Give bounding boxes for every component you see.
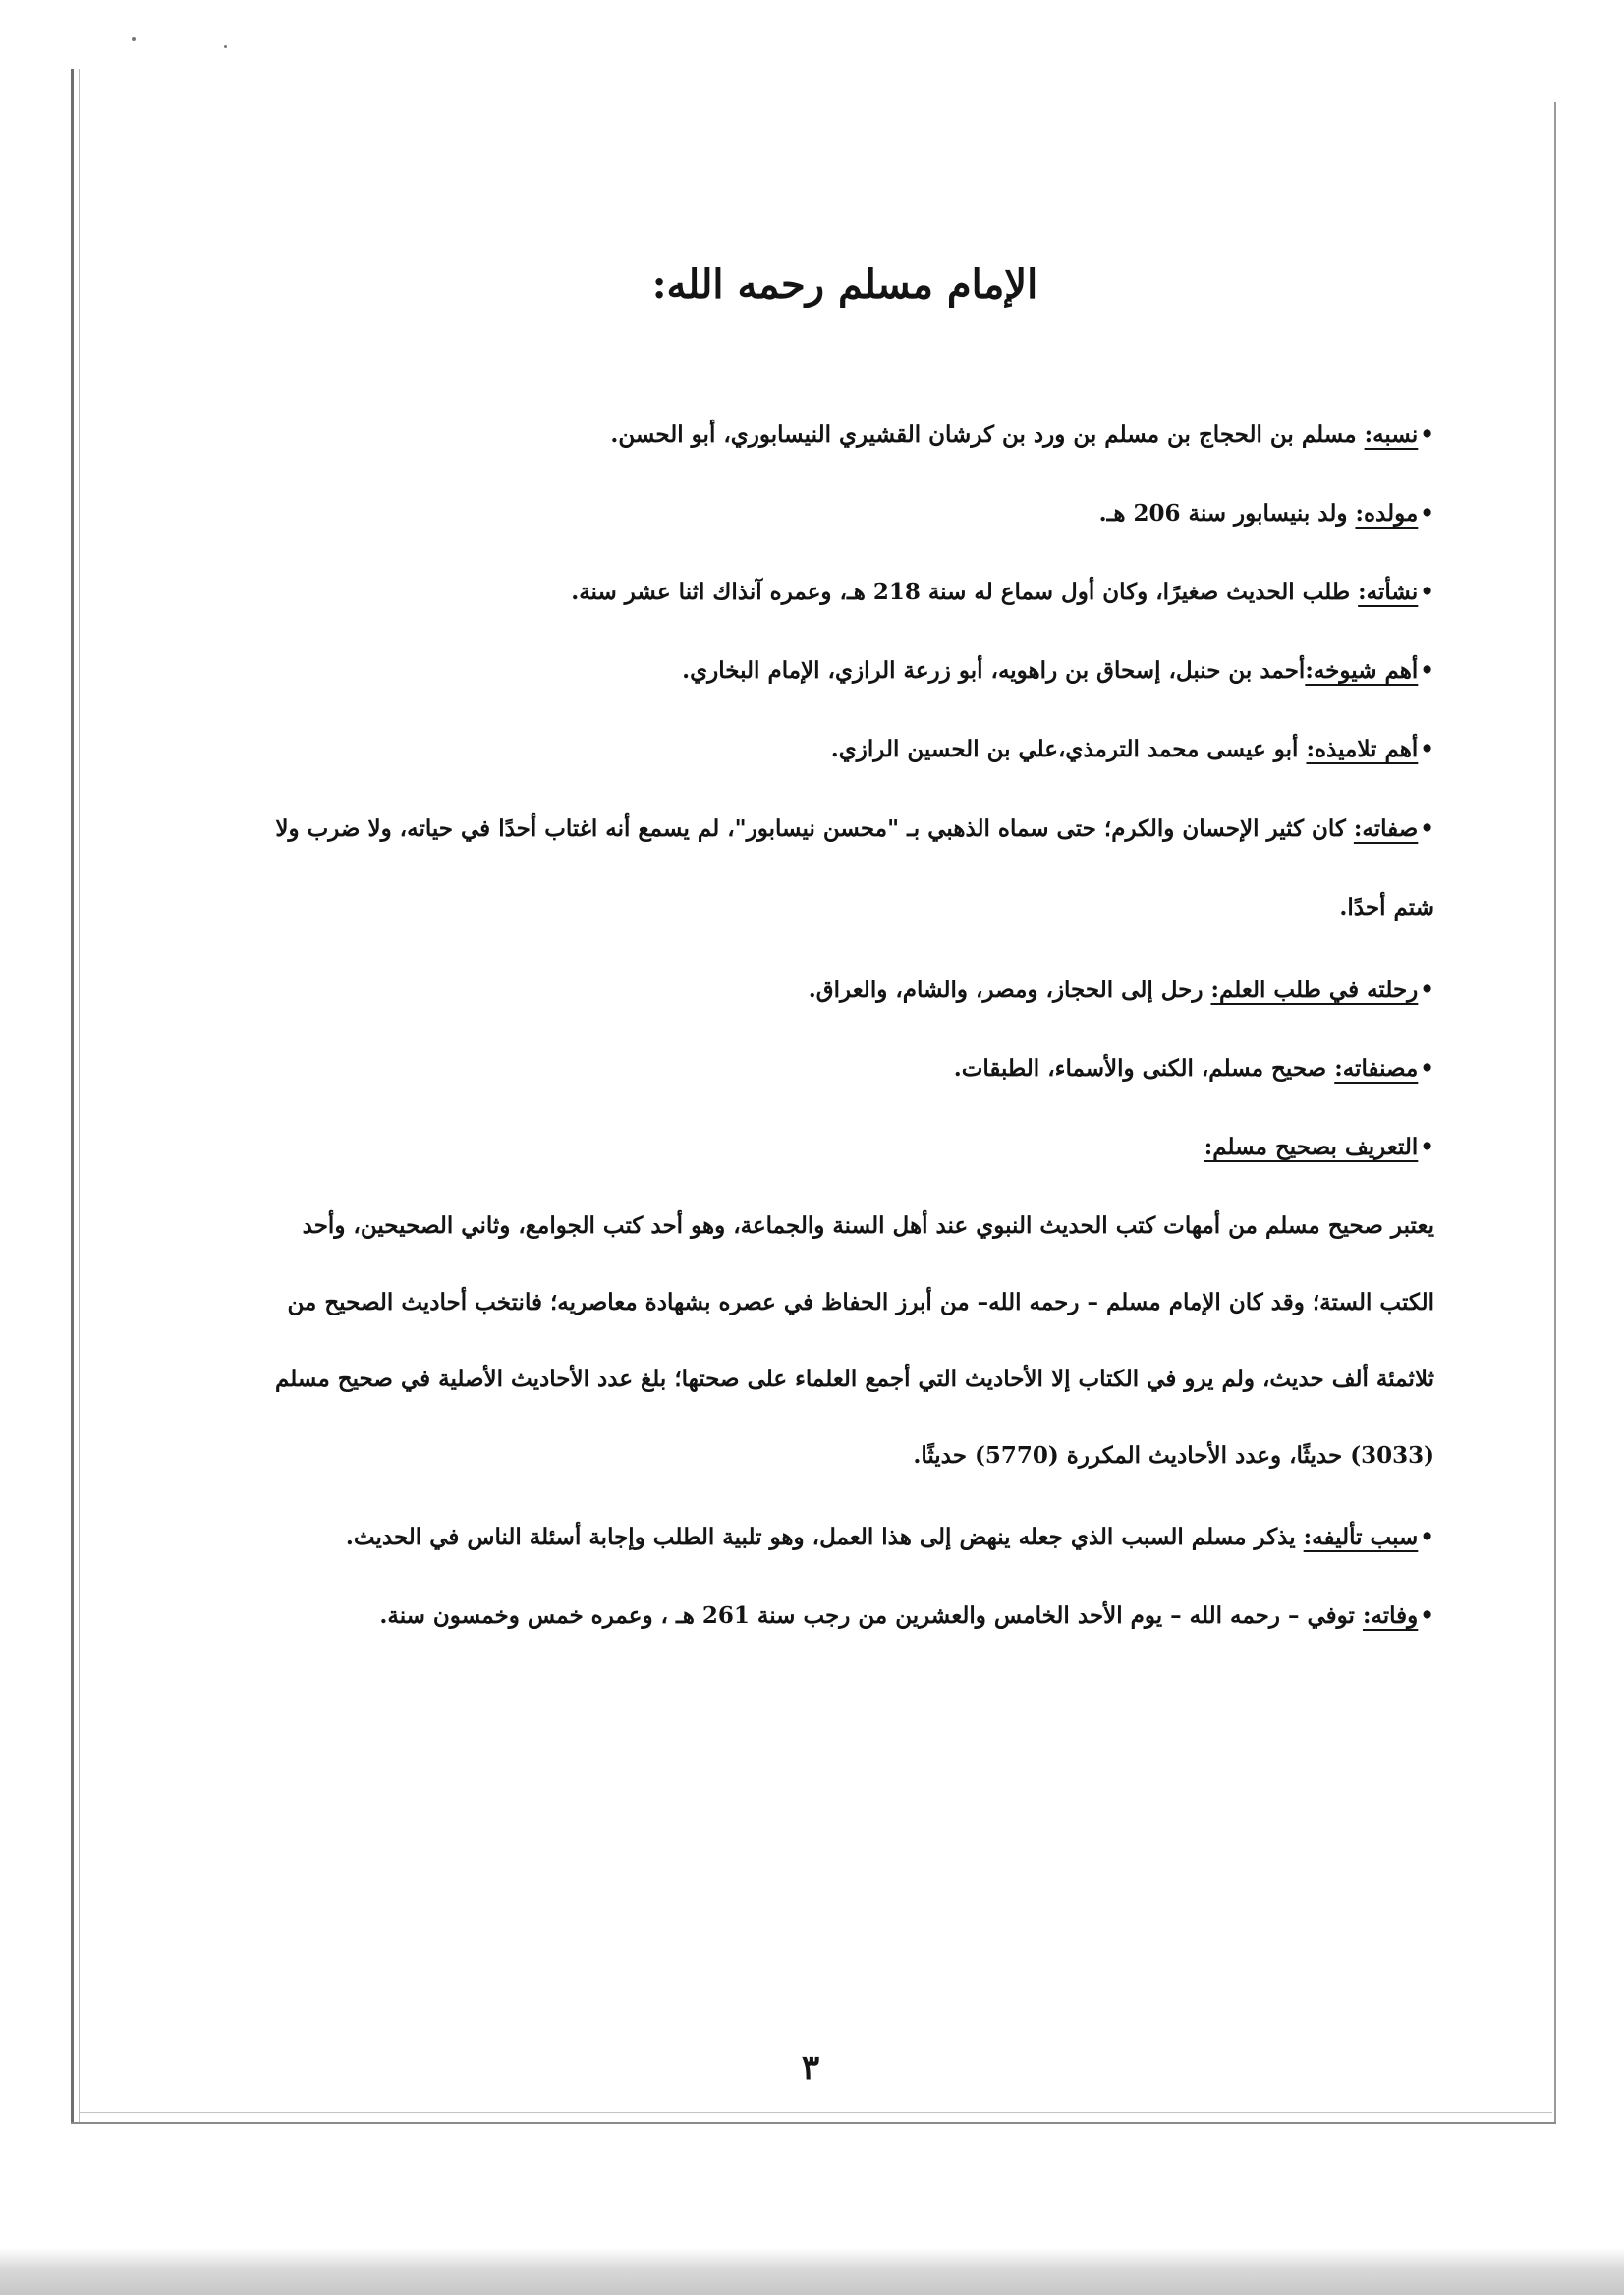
scan-speck — [132, 37, 136, 41]
entry-sahih-description — [255, 1188, 1434, 1494]
entry-text: صحيح مسلم، الكنى والأسماء، الطبقات. — [953, 1055, 1335, 1082]
bullet-icon: • — [1420, 421, 1434, 448]
entry-qualities — [255, 790, 1434, 947]
entry-sahih-heading — [255, 1127, 1434, 1168]
entry-label: رحلته في طلب العلم: — [1210, 977, 1419, 1003]
bullet-icon: • — [1420, 579, 1434, 605]
entry-death — [255, 1595, 1434, 1637]
entry-birth — [255, 493, 1434, 534]
entry-label: سبب تأليفه: — [1303, 1524, 1419, 1550]
entry-text: توفي – رحمه الله – يوم الأحد الخامس والعشرين من رجب سنة 261 هـ ، وعمره خمس وخمسون سنة. — [379, 1602, 1363, 1629]
bullet-icon: • — [1420, 1602, 1434, 1629]
entry-label: مصنفاته: — [1334, 1055, 1419, 1082]
page-frame-bottom — [71, 2122, 1556, 2124]
scan-shadow — [0, 2248, 1624, 2295]
entry-label: صفاته: — [1353, 815, 1419, 842]
entry-label: نشأته: — [1358, 579, 1419, 605]
entry-lineage — [255, 415, 1434, 456]
entry-label: التعريف بصحيح مسلم: — [1204, 1134, 1419, 1160]
document-body — [255, 236, 1434, 1674]
entry-teachers — [255, 650, 1434, 692]
page-title: الإمام مسلم رحمه الله: — [651, 261, 1038, 308]
bullet-icon: • — [1420, 1524, 1434, 1550]
page-frame-right — [1554, 102, 1556, 2124]
entry-label: أهم تلاميذه: — [1306, 736, 1419, 762]
entry-label: نسبه: — [1364, 421, 1419, 448]
entry-works — [255, 1048, 1434, 1090]
bullet-icon: • — [1420, 736, 1434, 762]
bullet-icon: • — [1420, 1055, 1434, 1082]
page-frame-left-inner — [79, 69, 80, 2124]
entry-text: يعتبر صحيح مسلم من أمهات كتب الحديث النبوي عند أهل السنة والجماعة، وهو أحد كتب الجوامع، وثاني الصحيحين، وأحد الكتب الستة؛ وقد كان الإمام مسلم – رحمه الله– من أبرز الحفاظ في عصره بشهادة معاصريه؛ فانتخب أحاديث الصحيح من ثلاثمئة ألف حديث، ولم يرو في الكتاب إلا الأحاديث التي أجمع العلماء على صحتها؛ بلغ عدد الأحاديث الأصلية في صحيح مسلم (3033) حديثًا، وعدد الأحاديث المكررة (5770) حديثًا. — [275, 1212, 1434, 1469]
page-frame-bottom-inner — [79, 2112, 1552, 2113]
entry-upbringing — [255, 572, 1434, 613]
entry-reason — [255, 1517, 1434, 1558]
entry-text: يذكر مسلم السبب الذي جعله ينهض إلى هذا العمل، وهو تلبية الطلب وإجابة أسئلة الناس في الحديث. — [345, 1524, 1304, 1550]
entry-label: مولده: — [1355, 500, 1419, 527]
biography-entries — [255, 415, 1434, 1637]
entry-travels — [255, 970, 1434, 1011]
bullet-icon: • — [1420, 977, 1434, 1003]
entry-text: ولد بنيسابور سنة 206 هـ. — [1098, 500, 1356, 527]
entry-text: طلب الحديث صغيرًا، وكان أول سماع له سنة 218 هـ، وعمره آنذاك اثنا عشر سنة. — [571, 579, 1359, 605]
bullet-icon: • — [1420, 815, 1434, 842]
entry-label: أهم شيوخه: — [1305, 657, 1419, 684]
page-frame-left — [71, 69, 74, 2124]
page-number: ٣ — [801, 2048, 820, 2088]
bullet-icon: • — [1420, 500, 1434, 527]
bullet-icon: • — [1420, 657, 1434, 684]
entry-text: أحمد بن حنبل، إسحاق بن راهويه، أبو زرعة الرازي، الإمام البخاري. — [682, 657, 1306, 684]
entry-text: أبو عيسى محمد الترمذي،علي بن الحسين الرازي. — [830, 736, 1307, 762]
entry-text: رحل إلى الحجاز، ومصر، والشام، والعراق. — [808, 977, 1211, 1003]
entry-students — [255, 729, 1434, 770]
scan-speck — [224, 45, 227, 48]
entry-text: مسلم بن الحجاج بن مسلم بن ورد بن كرشان القشيري النيسابوري، أبو الحسن. — [610, 421, 1365, 448]
bullet-icon: • — [1420, 1134, 1434, 1160]
entry-text: كان كثير الإحسان والكرم؛ حتى سماه الذهبي بـ "محسن نيسابور"، لم يسمع أنه اغتاب أحدًا في حياته، ولا ضرب ولا شتم أحدًا. — [275, 815, 1434, 921]
entry-label: وفاته: — [1362, 1602, 1419, 1629]
